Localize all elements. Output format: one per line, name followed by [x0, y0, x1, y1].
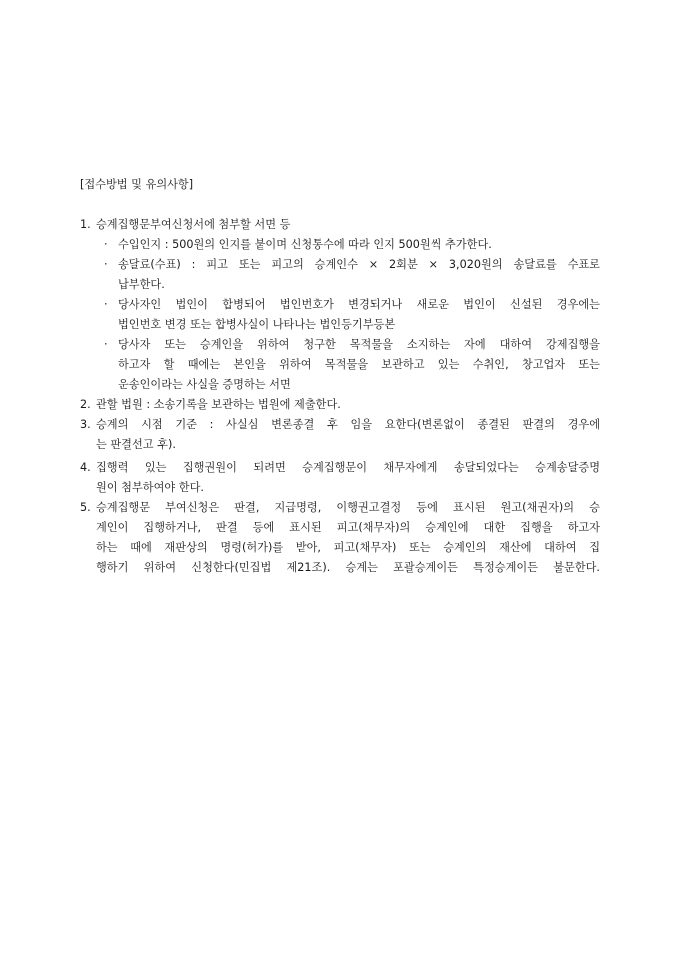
bullet-marker: · [104, 258, 108, 271]
item-text: 행하기 위하여 신청한다(민집법 제21조). 승계는 포괄승계이든 특정승계이든 불문한다. [96, 561, 600, 574]
bullet-marker: · [104, 238, 108, 251]
item-text: 하는 때에 재판상의 명령(허가)를 받아, 피고(채무자) 또는 승계인의 재산에 대하여 집 [96, 541, 600, 554]
item-number: 4. [80, 461, 91, 474]
item-text: 승계집행문 부여신청은 판결, 지급명령, 이행권고결정 등에 표시된 원고(채권자)의 승 [96, 501, 600, 514]
item-number: 5. [80, 501, 91, 514]
bullet-text: 납부한다. [118, 278, 165, 291]
item-number: 1. [80, 218, 91, 231]
bullet-text: 수입인지 : 500원의 인지를 붙이며 신청통수에 따라 인지 500원씩 추가한다. [118, 238, 492, 251]
bullet-text: 당사자인 법인이 합병되어 법인번호가 변경되거나 새로운 법인이 신설된 경우에는 [118, 298, 600, 311]
bullet-text: 하고자 할 때에는 본인을 위하여 목적물을 보관하고 있는 수취인, 창고업자 또는 [118, 358, 600, 371]
item-text: 는 판결선고 후). [96, 438, 176, 451]
bullet-text: 당사자 또는 승계인을 위하여 청구한 목적물을 소지하는 자에 대하여 강제집행을 [118, 338, 600, 351]
bullet-marker: · [104, 298, 108, 311]
bullet-text: 송달료(수표) : 피고 또는 피고의 승계인수 × 2회분 × 3,020원의 송달료를 수표로 [118, 258, 600, 271]
section-title: [접수방법 및 유의사항] [80, 178, 194, 191]
item-text: 원이 첨부하여야 한다. [96, 481, 204, 494]
item-text: 관할 법원 : 소송기록을 보관하는 법원에 제출한다. [96, 398, 341, 411]
bullet-text: 운송인이라는 사실을 증명하는 서면 [118, 378, 291, 391]
bullet-marker: · [104, 338, 108, 351]
item-text: 승계의 시점 기준 : 사실심 변론종결 후 임을 요한다(변론없이 종결된 판결의 경우에 [96, 418, 600, 431]
bullet-text: 법인번호 변경 또는 합병사실이 나타나는 법인등기부등본 [118, 318, 396, 331]
item-number: 2. [80, 398, 91, 411]
item-text: 승계집행문부여신청서에 첨부할 서면 등 [96, 218, 291, 231]
item-number: 3. [80, 418, 91, 431]
item-text: 계인이 집행하거나, 판결 등에 표시된 피고(채무자)의 승계인에 대한 집행을 하고자 [96, 521, 600, 534]
item-text: 집행력 있는 집행권원이 되려면 승계집행문이 채무자에게 송달되었다는 승계송달증명 [96, 461, 600, 474]
